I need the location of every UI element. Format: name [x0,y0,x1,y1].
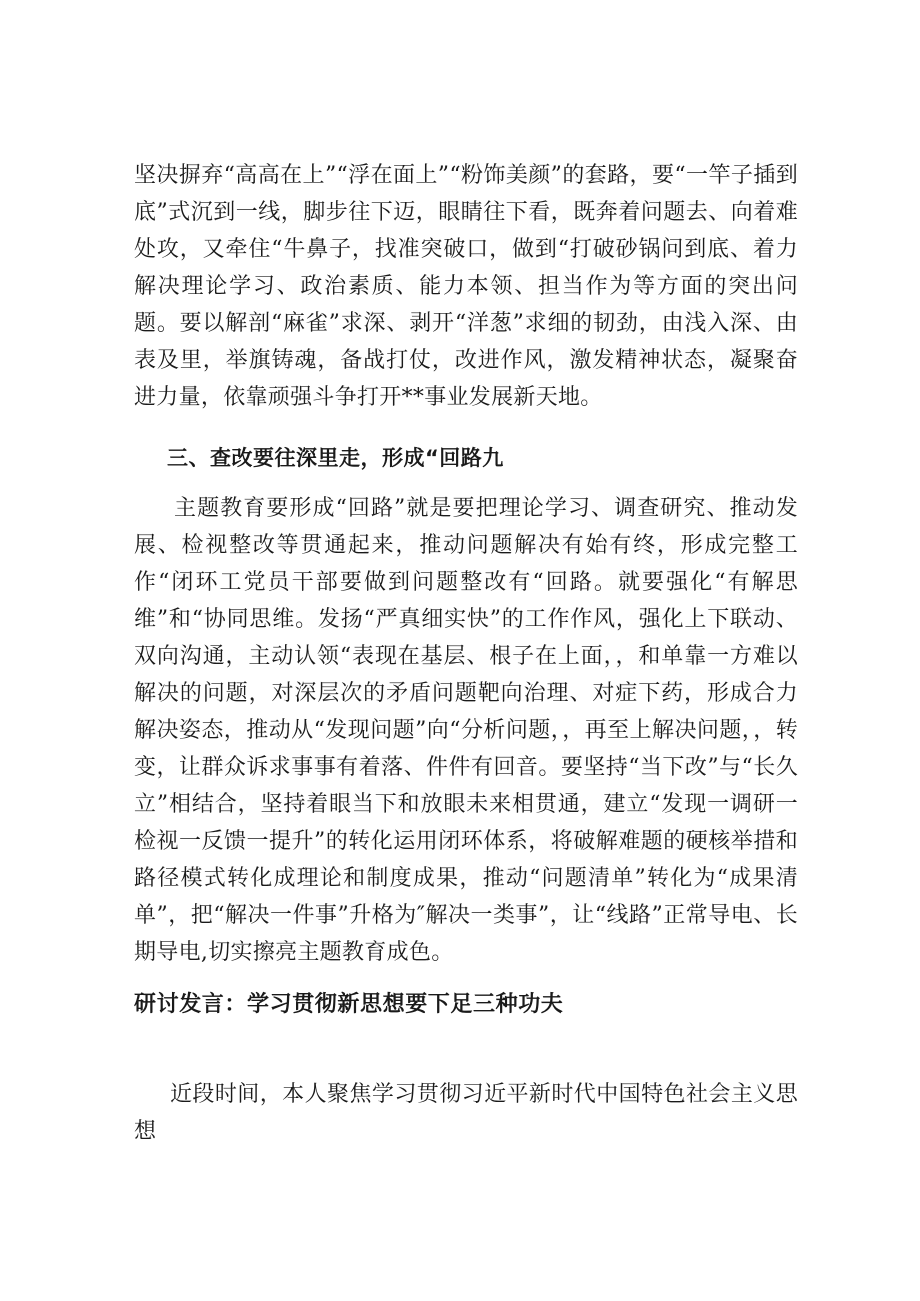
section-heading-3: 三、查改要往深里走，形成“回路九 [167,446,504,470]
article-title: 研讨发言：学习贯彻新思想要下足三种功夫 [134,992,564,1017]
body-paragraph-3: 近段时间，本人聚焦学习贯彻习近平新时代中国特色社会主义思想 [134,1082,798,1144]
body-paragraph-2: 主题教育要形成“回路”就是要把理论学习、调查研究、推动发展、检视整改等贯通起来，推动问题解决有始有终，形成完整工作“闭环工党员干部要做到问题整改有“回路。就要强化“有解思维”和“协同思维。发扬“严真细实快”的工作作风，强化上下联动、双向沟通，主动认领“表现在基层、根子在上面，，和单靠一方难以解决的问题，对深层次的矛盾问题靶向治理、对症下药，形成合力解决姿态，推动从“发现问题”向“分析问题，，再至上解决问题，，转变，让群众诉求事事有着落、件件有回音。要坚持“当下改”与“长久立”相结合，坚持着眼当下和放眼未来相贯通，建立“发现一调研一检视一反馈一提升”的转化运用闭环体系，将破解难题的硬核举措和路径模式转化成理论和制度成果，推动“问题清单”转化为“成果清单”，把“解决一件事”升格为″解决一类事”，让“线路”正常导电、长期导电,切实擦亮主题教育成色。 [134,496,798,965]
body-paragraph-1: 坚决摒弃“高高在上”“浮在面上”“粉饰美颜”的套路，要“一竿子插到底”式沉到一线，脚步往下迈，眼睛往下看，既奔着问题去、向着难处攻，又牵住“牛鼻子，找准突破口，做到“打破砂锅问到底、着力解决理论学习、政治素质、能力本领、担当作为等方面的突出问题。要以解剖“麻雀”求深、剥开“洋葱”求细的韧劲，由浅入深、由表及里，举旗铸魂，备战打仗，改进作风，激发精神状态，凝聚奋进力量，依靠顽强斗争打开**事业发展新天地。 [134,163,798,410]
